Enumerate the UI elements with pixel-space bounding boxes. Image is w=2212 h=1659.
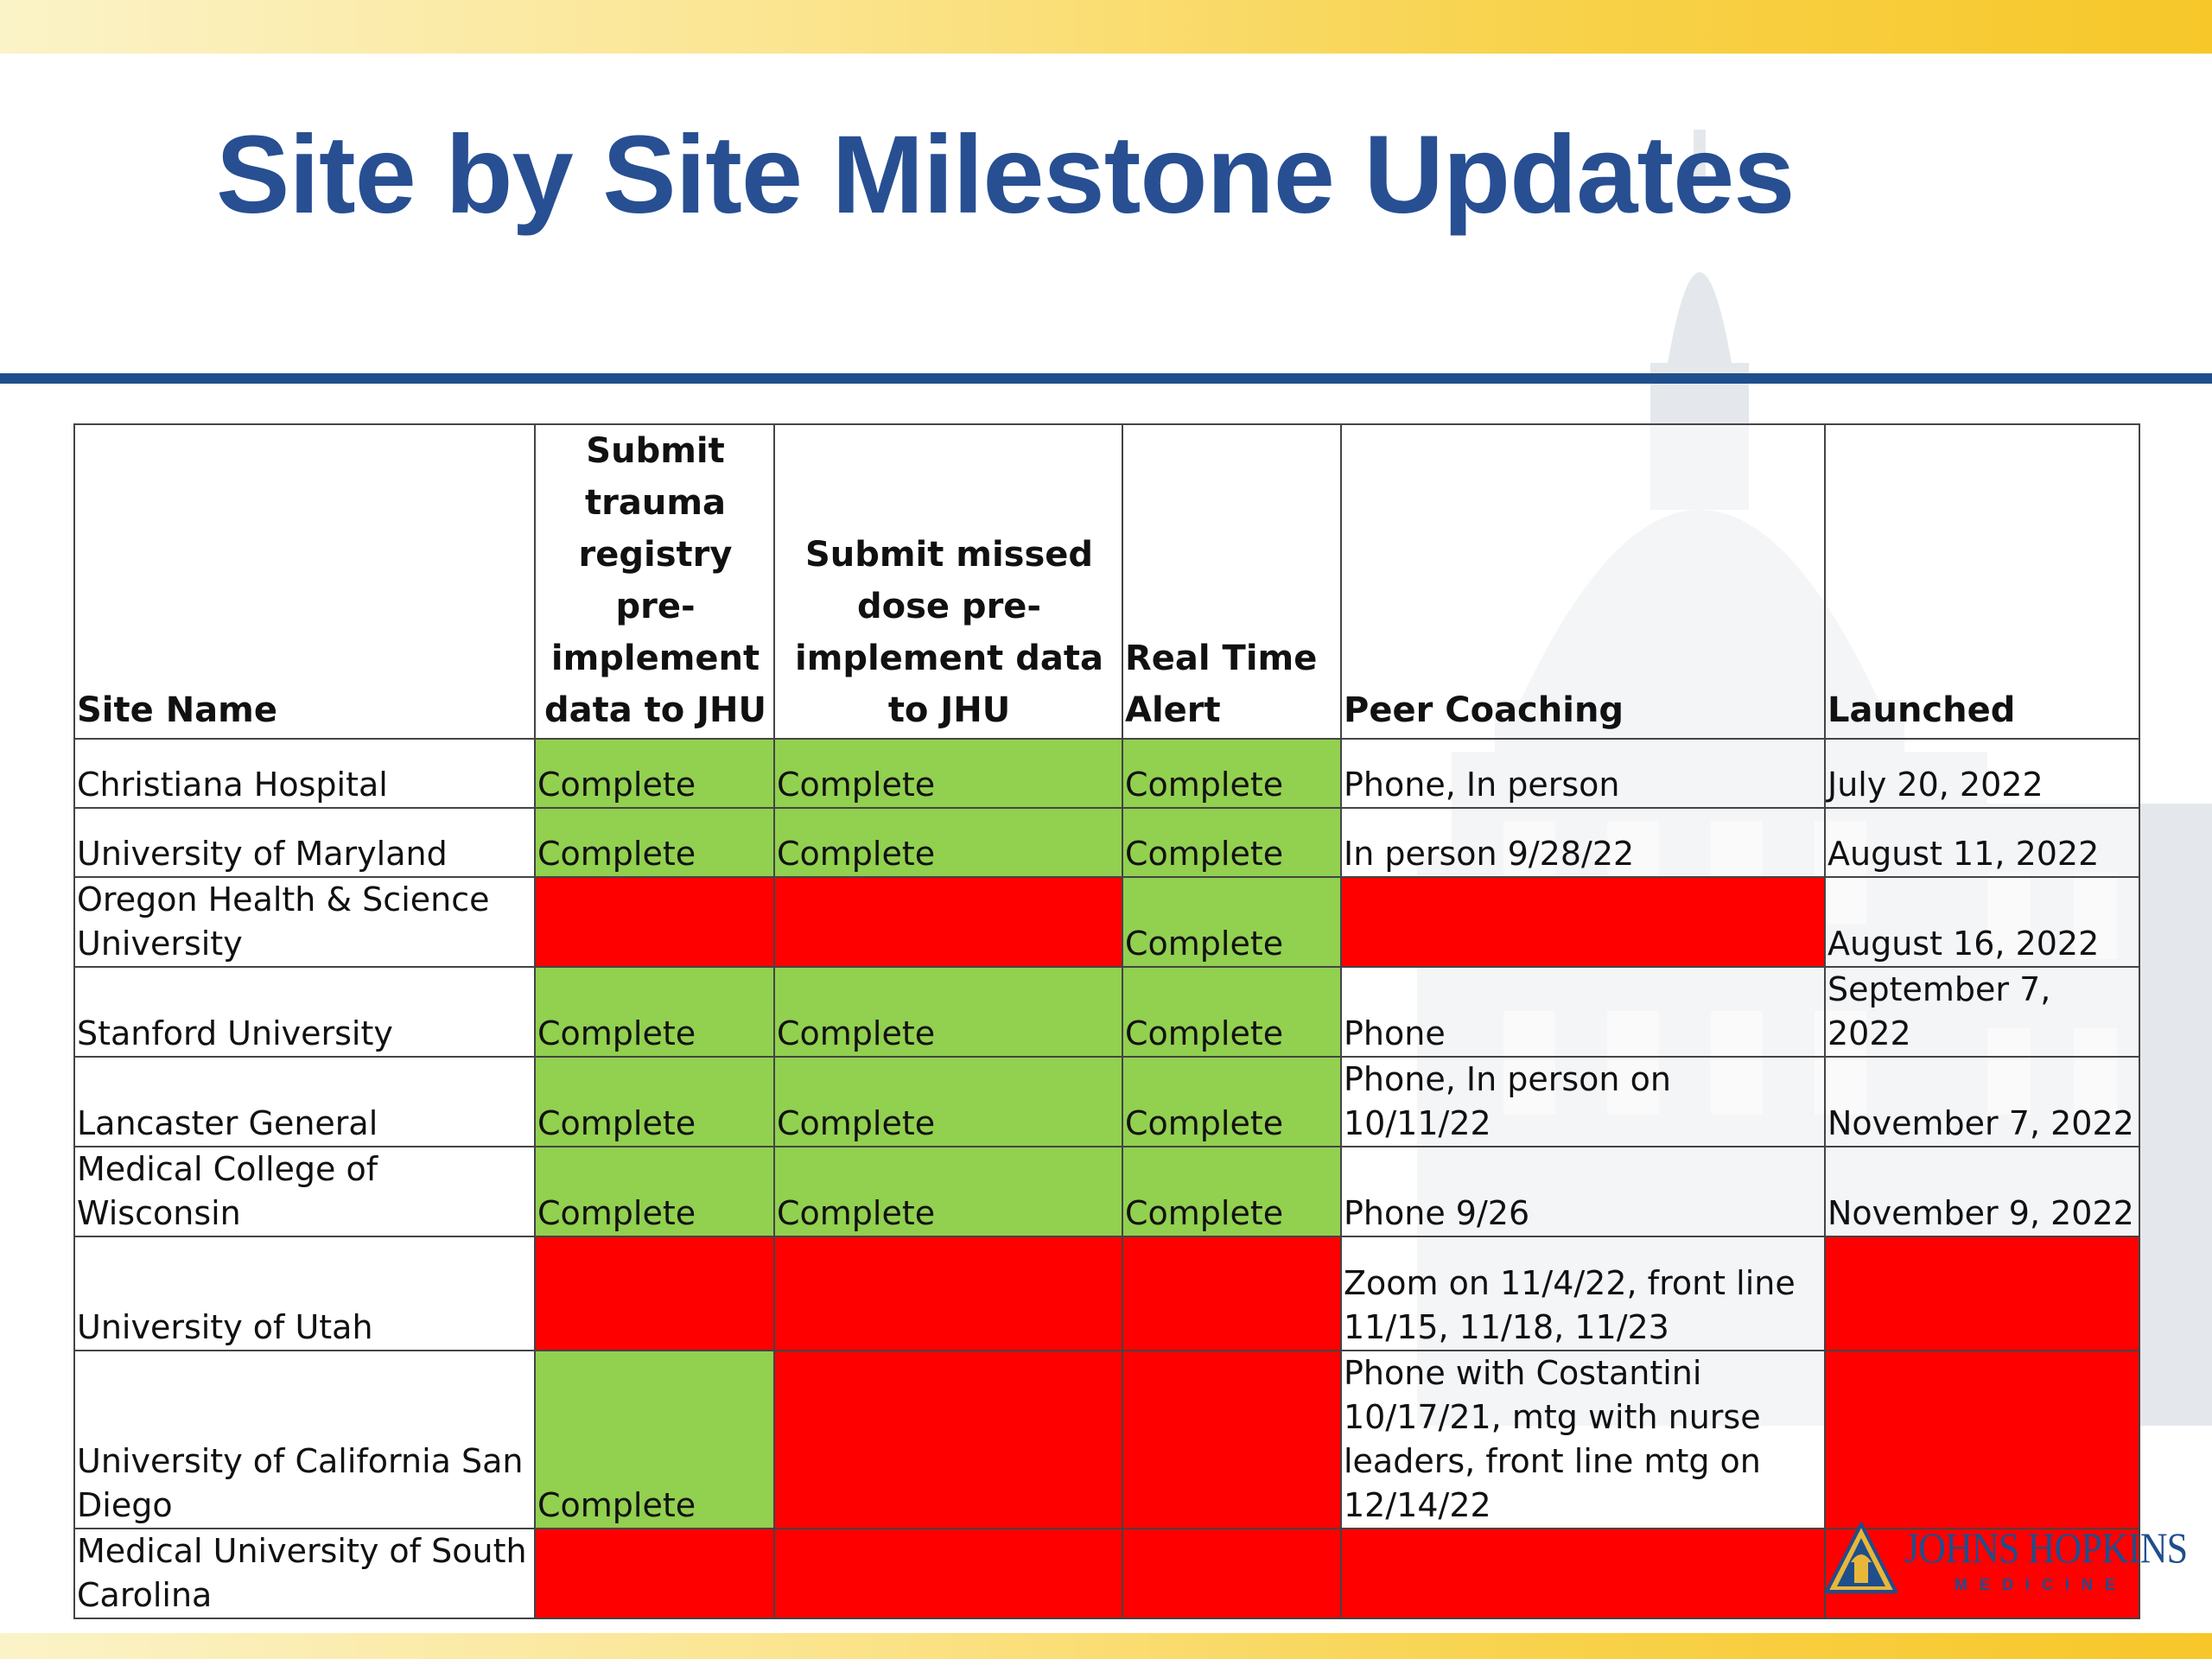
bottom-gold-band [0, 1633, 2212, 1659]
johns-hopkins-logo [1825, 1519, 2188, 1605]
status-cell: Complete [1122, 1057, 1341, 1147]
status-cell: September 7, 2022 [1825, 967, 2139, 1057]
status-cell [774, 1351, 1122, 1529]
status-cell: Complete [535, 739, 774, 808]
site-name-cell: Christiana Hospital [74, 739, 535, 808]
table-body [74, 739, 2139, 1618]
site-name-cell: Stanford University [74, 967, 535, 1057]
table-row [74, 1236, 2139, 1351]
table-row [74, 967, 2139, 1057]
site-name-cell: University of California San Diego [74, 1351, 535, 1529]
table-row [74, 1147, 2139, 1236]
status-cell [535, 1236, 774, 1351]
status-cell [535, 1529, 774, 1618]
status-cell: Complete [774, 967, 1122, 1057]
status-cell: July 20, 2022 [1825, 739, 2139, 808]
status-cell: Complete [535, 1147, 774, 1236]
status-cell: Complete [774, 739, 1122, 808]
status-cell: Complete [1122, 1147, 1341, 1236]
status-cell: Phone 9/26 [1341, 1147, 1825, 1236]
header-site-name: Site Name [74, 424, 535, 739]
status-cell [1341, 1529, 1825, 1618]
logo-subtitle: MEDICINE [1955, 1576, 2128, 1593]
status-cell: Complete [1122, 967, 1341, 1057]
status-cell: Complete [774, 808, 1122, 877]
status-cell: Complete [1122, 739, 1341, 808]
status-cell: August 11, 2022 [1825, 808, 2139, 877]
status-cell [774, 1236, 1122, 1351]
status-cell: Phone, In person [1341, 739, 1825, 808]
table-row [74, 739, 2139, 808]
milestone-table [73, 423, 2140, 1619]
header-trauma-registry: Submit trauma registry pre-implement data to JHU [535, 424, 774, 739]
status-cell: Phone with Costantini 10/17/21, mtg with nurse leaders, front line mtg on 12/14/22 [1341, 1351, 1825, 1529]
header-launched: Launched [1825, 424, 2139, 739]
status-cell [1122, 1236, 1341, 1351]
status-cell: Complete [774, 1147, 1122, 1236]
table-row [74, 1057, 2139, 1147]
status-cell [535, 877, 774, 967]
top-gold-band [0, 0, 2212, 54]
status-cell: November 9, 2022 [1825, 1147, 2139, 1236]
status-cell: Complete [535, 967, 774, 1057]
header-missed-dose: Submit missed dose pre-implement data to JHU [774, 424, 1122, 739]
site-name-cell: Medical University of South Carolina [74, 1529, 535, 1618]
status-cell: Complete [1122, 877, 1341, 967]
status-cell: In person 9/28/22 [1341, 808, 1825, 877]
status-cell: Complete [535, 1057, 774, 1147]
status-cell [774, 877, 1122, 967]
slide-title: Site by Site Milestone Updates [216, 113, 1795, 237]
title-divider-rule [0, 373, 2212, 384]
status-cell [1341, 877, 1825, 967]
johns-hopkins-shield-icon [1825, 1522, 1897, 1600]
table-header-row [74, 424, 2139, 739]
status-cell: Complete [774, 1057, 1122, 1147]
logo-wordmark: JOHNS HOPKINS [1904, 1523, 2188, 1572]
status-cell: Complete [1122, 808, 1341, 877]
site-name-cell: Lancaster General [74, 1057, 535, 1147]
site-name-cell: Medical College of Wisconsin [74, 1147, 535, 1236]
status-cell [1825, 1236, 2139, 1351]
site-name-cell: Oregon Health & Science University [74, 877, 535, 967]
status-cell: August 16, 2022 [1825, 877, 2139, 967]
table-row [74, 1351, 2139, 1529]
site-name-cell: University of Maryland [74, 808, 535, 877]
status-cell: Complete [535, 1351, 774, 1529]
status-cell: Phone, In person on 10/11/22 [1341, 1057, 1825, 1147]
status-cell [774, 1529, 1122, 1618]
status-cell: Phone [1341, 967, 1825, 1057]
site-name-cell: University of Utah [74, 1236, 535, 1351]
table-row [74, 877, 2139, 967]
status-cell [1825, 1351, 2139, 1529]
status-cell: Complete [535, 808, 774, 877]
status-cell [1122, 1351, 1341, 1529]
header-real-time-alert: Real Time Alert [1122, 424, 1341, 739]
table-row [74, 808, 2139, 877]
status-cell [1122, 1529, 1341, 1618]
status-cell: November 7, 2022 [1825, 1057, 2139, 1147]
header-peer-coaching: Peer Coaching [1341, 424, 1825, 739]
status-cell: Zoom on 11/4/22, front line 11/15, 11/18, 11/23 [1341, 1236, 1825, 1351]
